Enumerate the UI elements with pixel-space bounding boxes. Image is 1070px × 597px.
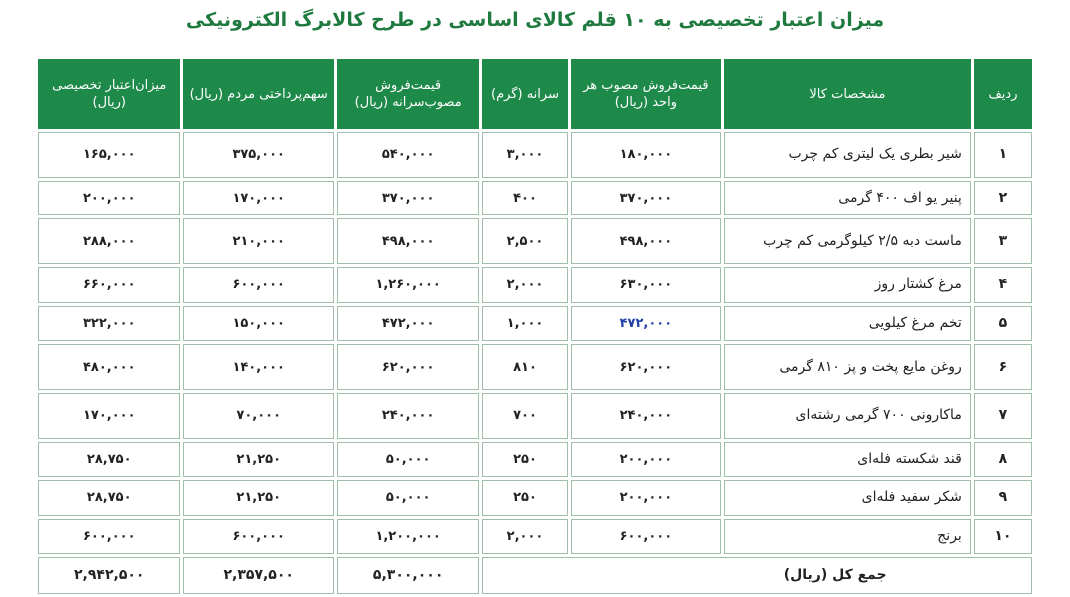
people-share: ۱۴۰,۰۰۰: [183, 344, 333, 390]
item-name: پنیر یو اف ۴۰۰ گرمی: [724, 181, 971, 216]
header-allocated: میزان‌اعتبار تخصیصی (ریال): [38, 59, 180, 129]
header-people-share: سهم‌پرداختی مردم (ریال): [183, 59, 333, 129]
people-share: ۲۱,۲۵۰: [183, 480, 333, 516]
allocated: ۲۸,۷۵۰: [38, 442, 180, 478]
per-capita: ۸۱۰: [482, 344, 567, 390]
table-row: [38, 306, 1032, 342]
table-row: [38, 344, 1032, 390]
allocated: ۳۲۲,۰۰۰: [38, 306, 180, 342]
unit-price: ۶۲۰,۰۰۰: [571, 344, 721, 390]
item-name: ماکارونی ۷۰۰ گرمی رشته‌ای: [724, 393, 971, 439]
page-title: میزان اعتبار تخصیصی به ۱۰ قلم کالای اساسی در طرح کالابرگ الکترونیکی: [185, 9, 885, 31]
total-people-share: ۲,۳۵۷,۵۰۰: [183, 557, 333, 594]
people-share: ۶۰۰,۰۰۰: [183, 519, 333, 555]
per-capita: ۲,۵۰۰: [482, 218, 567, 264]
header-per-capita: سرانه (گرم): [482, 59, 567, 129]
per-capita: ۱,۰۰۰: [482, 306, 567, 342]
per-capita: ۲۵۰: [482, 442, 567, 478]
people-share: ۱۷۰,۰۰۰: [183, 181, 333, 216]
header-item: مشخصات کالا: [724, 59, 971, 129]
item-name: قند شکسته فله‌ای: [724, 442, 971, 478]
allocated: ۱۷۰,۰۰۰: [38, 393, 180, 439]
table-row: [38, 480, 1032, 516]
item-name: برنج: [724, 519, 971, 555]
allocated: ۶۰۰,۰۰۰: [38, 519, 180, 555]
unit-price: ۶۳۰,۰۰۰: [571, 267, 721, 303]
header-radif: ردیف: [974, 59, 1032, 129]
per-capita: ۲,۰۰۰: [482, 519, 567, 555]
people-share: ۱۵۰,۰۰۰: [183, 306, 333, 342]
row-number: ۶: [974, 344, 1032, 390]
per-capita: ۲,۰۰۰: [482, 267, 567, 303]
row-number: ۱: [974, 132, 1032, 178]
table-row: [38, 218, 1032, 264]
per-capita-price: ۶۲۰,۰۰۰: [337, 344, 479, 390]
row-number: ۴: [974, 267, 1032, 303]
allocated: ۲۰۰,۰۰۰: [38, 181, 180, 216]
unit-price: ۶۰۰,۰۰۰: [571, 519, 721, 555]
row-number: ۸: [974, 442, 1032, 478]
item-name: شکر سفید فله‌ای: [724, 480, 971, 516]
item-name: روغن مایع پخت و پز ۸۱۰ گرمی: [724, 344, 971, 390]
table-row: [38, 181, 1032, 216]
per-capita-price: ۵۰,۰۰۰: [337, 442, 479, 478]
total-row: [38, 557, 1032, 594]
table-row: [38, 393, 1032, 439]
allocated: ۱۶۵,۰۰۰: [38, 132, 180, 178]
header-per-capita-price: قیمت‌فروش مصوب‌سرانه (ریال): [337, 59, 479, 129]
item-name: تخم مرغ کیلویی: [724, 306, 971, 342]
unit-price: ۳۷۰,۰۰۰: [571, 181, 721, 216]
unit-price: ۲۰۰,۰۰۰: [571, 442, 721, 478]
table-row: [38, 132, 1032, 178]
row-number: ۵: [974, 306, 1032, 342]
row-number: ۷: [974, 393, 1032, 439]
per-capita: ۷۰۰: [482, 393, 567, 439]
per-capita-price: ۲۴۰,۰۰۰: [337, 393, 479, 439]
per-capita-price: ۵۰,۰۰۰: [337, 480, 479, 516]
per-capita-price: ۳۷۰,۰۰۰: [337, 181, 479, 216]
per-capita: ۳,۰۰۰: [482, 132, 567, 178]
per-capita-price: ۱,۲۶۰,۰۰۰: [337, 267, 479, 303]
allocated: ۶۶۰,۰۰۰: [38, 267, 180, 303]
people-share: ۶۰۰,۰۰۰: [183, 267, 333, 303]
unit-price: ۲۴۰,۰۰۰: [571, 393, 721, 439]
table-row: [38, 519, 1032, 555]
people-share: ۳۷۵,۰۰۰: [183, 132, 333, 178]
per-capita: ۴۰۰: [482, 181, 567, 216]
people-share: ۲۱۰,۰۰۰: [183, 218, 333, 264]
per-capita-price: ۵۴۰,۰۰۰: [337, 132, 479, 178]
people-share: ۲۱,۲۵۰: [183, 442, 333, 478]
table-row: [38, 442, 1032, 478]
row-number: ۱۰: [974, 519, 1032, 555]
allocated: ۲۸,۷۵۰: [38, 480, 180, 516]
allocation-table: [35, 56, 1035, 597]
per-capita-price: ۴۹۸,۰۰۰: [337, 218, 479, 264]
per-capita-price: ۴۷۲,۰۰۰: [337, 306, 479, 342]
row-number: ۲: [974, 181, 1032, 216]
per-capita: ۲۵۰: [482, 480, 567, 516]
table-row: [38, 267, 1032, 303]
total-per-capita-price: ۵,۳۰۰,۰۰۰: [337, 557, 479, 594]
item-name: مرغ کشتار روز: [724, 267, 971, 303]
item-name: شیر بطری یک لیتری کم چرب: [724, 132, 971, 178]
allocated: ۲۸۸,۰۰۰: [38, 218, 180, 264]
header-unit-price: قیمت‌فروش مصوب هر واحد (ریال): [571, 59, 721, 129]
people-share: ۷۰,۰۰۰: [183, 393, 333, 439]
item-name: ماست دبه ۲/۵ کیلوگرمی کم چرب: [724, 218, 971, 264]
row-number: ۳: [974, 218, 1032, 264]
unit-price: ۴۷۲,۰۰۰: [571, 306, 721, 342]
total-label: جمع کل (ریال): [482, 557, 1032, 594]
row-number: ۹: [974, 480, 1032, 516]
unit-price: ۲۰۰,۰۰۰: [571, 480, 721, 516]
unit-price: ۴۹۸,۰۰۰: [571, 218, 721, 264]
total-allocated: ۲,۹۴۲,۵۰۰: [38, 557, 180, 594]
allocated: ۴۸۰,۰۰۰: [38, 344, 180, 390]
per-capita-price: ۱,۲۰۰,۰۰۰: [337, 519, 479, 555]
unit-price: ۱۸۰,۰۰۰: [571, 132, 721, 178]
